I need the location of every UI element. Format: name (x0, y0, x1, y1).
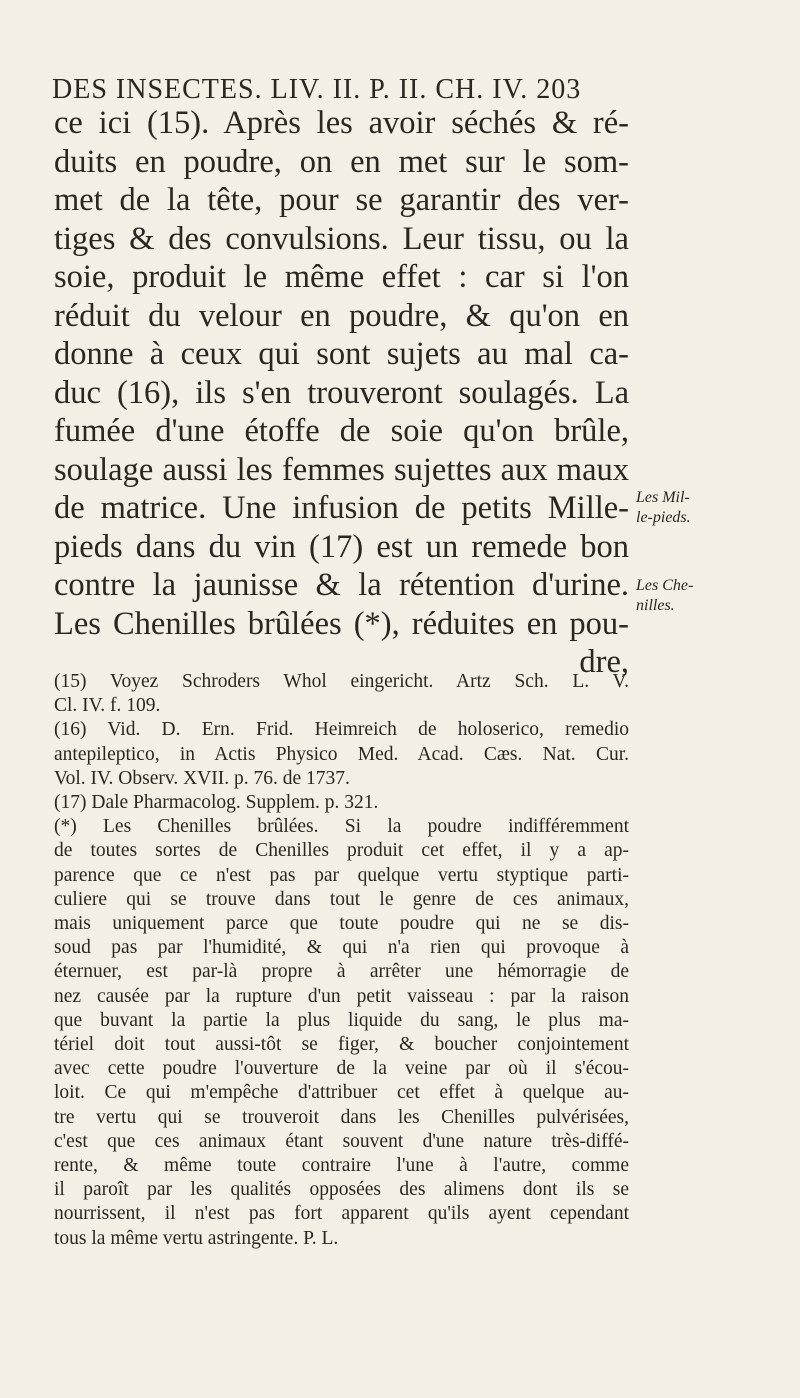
catchword: dre, (579, 644, 629, 680)
footnote-line: mais uniquement parce que toute poudre qui ne se dis- (54, 913, 629, 935)
main-text (54, 104, 629, 682)
footnote-line: de toutes sortes de Chenilles produit cet effet, il y a ap- (54, 840, 629, 862)
text-line: Les Chenilles brûlées (*), réduites en pou- (54, 605, 629, 642)
footnote-line: avec cette poudre l'ouverture de la veine par où il s'écou- (54, 1058, 629, 1080)
footnote-line: que buvant la partie la plus liquide du sang, le plus ma- (54, 1009, 629, 1031)
text-line: réduit du velour en poudre, & qu'on en (54, 297, 629, 334)
footnote-line: c'est que ces animaux étant souvent d'une nature très-diffé- (54, 1130, 629, 1152)
margin-note-line: Les Mil- (636, 489, 690, 506)
footnote-line: loit. Ce qui m'empêche d'attribuer cet effet à quelque au- (54, 1082, 629, 1104)
text-line: soie, produit le même effet : car si l'on (54, 259, 629, 295)
footnote-line: nourrissent, il n'est pas fort apparent qu'ils ayent cependant (54, 1203, 629, 1225)
footnote-line: tériel doit tout aussi-tôt se figer, & boucher conjointement (54, 1034, 629, 1056)
text-line: duits en poudre, on en met sur le som- (54, 143, 629, 180)
margin-note-chenilles (636, 576, 716, 616)
footnote-line: il paroît par les qualités opposées des alimens dont ils se (54, 1179, 629, 1201)
footnote-line: Vol. IV. Observ. XVII. p. 76. de 1737. (54, 767, 350, 789)
text-line: tiges & des convulsions. Leur tissu, ou la (54, 220, 629, 257)
footnotes (54, 670, 629, 1251)
footnote-line: Cl. IV. f. 109. (54, 695, 161, 717)
text-line: donne à ceux qui sont sujets au mal ca- (54, 336, 629, 372)
text-line: de matrice. Une infusion de petits Mille- (54, 490, 629, 526)
text-line: soulage aussi les femmes sujettes aux maux (54, 451, 629, 488)
margin-note-line: nilles. (636, 597, 675, 614)
text-line: duc (16), ils s'en trouveront soulagés. La (54, 374, 629, 411)
footnote-line: rente, & même toute contraire l'une à l'autre, comme (54, 1155, 629, 1177)
footnote-line: antepileptico, in Actis Physico Med. Acad. Cæs. Nat. Cur. (54, 743, 629, 765)
footnote-line: (16) Vid. D. Ern. Frid. Heimreich de holoserico, remedio (54, 719, 629, 741)
text-line: ce ici (15). Après les avoir séchés & ré- (54, 105, 629, 141)
margin-note-mille-pieds (636, 488, 716, 528)
footnote-line: parence que ce n'est pas par quelque vertu styptique parti- (54, 864, 629, 886)
footnote-line: (17) Dale Pharmacolog. Supplem. p. 321. (54, 792, 379, 814)
footnote-line: tre vertu qui se trouveroit dans les Chenilles pulvérisées, (54, 1106, 629, 1128)
margin-note-line: Les Che- (636, 577, 694, 594)
text-line: fumée d'une étoffe de soie qu'on brûle, (54, 413, 629, 449)
text-line: met de la tête, pour se garantir des ver- (54, 182, 629, 218)
footnote-line: culiere qui se trouve dans tout le genre de ces animaux, (54, 888, 629, 910)
margin-note-line: le-pieds. (636, 509, 691, 526)
footnote-line: nez causée par la rupture d'un petit vaisseau : par la raison (54, 985, 629, 1007)
footnote-line: éternuer, est par-là propre à arrêter une hémorragie de (54, 961, 629, 983)
footnote-line: (15) Voyez Schroders Whol eingericht. Artz Sch. L. V. (54, 671, 629, 692)
running-header: DES INSECTES. LIV. II. P. II. CH. IV. 203 (52, 74, 582, 105)
footnote-line: (*) Les Chenilles brûlées. Si la poudre indifféremment (54, 816, 629, 838)
footnote-line: soud pas par l'humidité, & qui n'a rien qui provoque à (54, 937, 629, 959)
text-line: pieds dans du vin (17) est un remede bon (54, 528, 629, 565)
text-line: contre la jaunisse & la rétention d'urine. (54, 567, 629, 603)
footnote-line: tous la même vertu astringente. P. L. (54, 1227, 339, 1249)
